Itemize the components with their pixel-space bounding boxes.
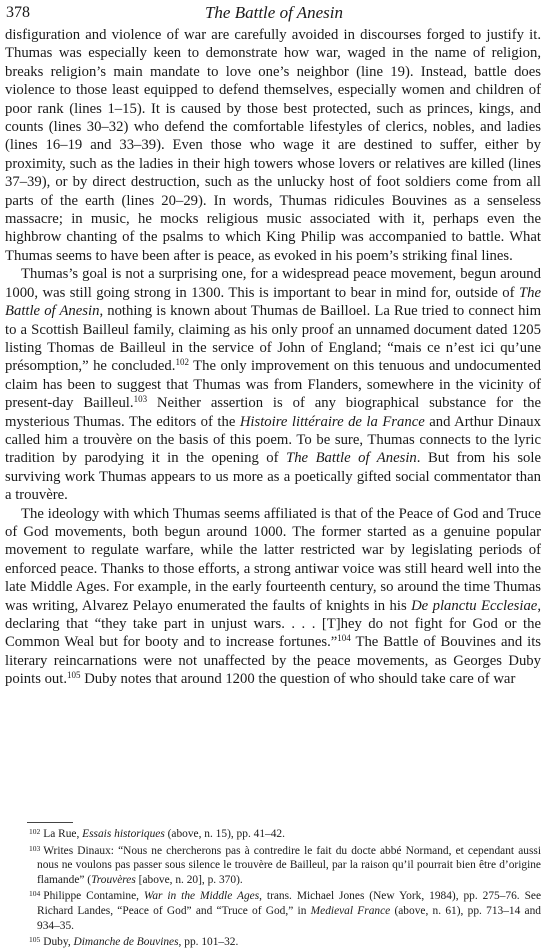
italic-title: De planctu Ecclesiae [411, 597, 538, 614]
page-number: 378 [6, 4, 30, 21]
page-header [6, 3, 542, 23]
italic-title: The Battle of Anesin [286, 450, 417, 467]
italic-title: Trouvères [91, 873, 136, 886]
footnotes [5, 825, 541, 950]
text-span: Writes Dinaux: “Nous ne chercherons pas à contredire le fait du docte abbé Normand, et cependant aussi nous ne voulons pas passer sous silence le trouvère de Bailleul, par la raison qu’il pourrait bien être d’origine flamande” ( [37, 844, 541, 886]
text-span: Neither assertion is of any biographical substance for the mysterious Thumas. The editors of the [5, 395, 541, 430]
footnote-104 [5, 887, 541, 933]
text-span: [above, n. 20], p. 370). [135, 873, 243, 886]
footnote-number: 102 [29, 827, 41, 836]
text-span: Thumas’s goal is not a surprising one, for a widespread peace movement, begun around 1000, was still going strong in 1300. This is important to bear in mind for, outside of [5, 266, 541, 301]
footnote-rule [27, 822, 73, 823]
text-span: (above, n. 15), pp. 41–42. [164, 828, 285, 840]
running-title: The Battle of Anesin [204, 3, 344, 22]
text-span: Duby, [43, 936, 74, 949]
text-span: , declaring that “they take part in unjust wars. . . . [T]hey do not fight for God or the Common Weal but for booty and to increase fortunes.” [5, 597, 541, 651]
text-span: , trans. Michael Jones (New York, 1984), pp. 275–76. See Richard Landes, “Peace of God” and “Truce of God,” in [37, 890, 542, 917]
footnote-number: 105 [29, 935, 41, 945]
paragraph-3 [5, 505, 541, 689]
text-span: The Battle of Bouvines and its literary reincarnations were not unaffected by the peace movements, as Georges Duby points out. [5, 634, 541, 688]
text-span: Duby notes that around 1200 the question of who should take care of war [80, 671, 516, 688]
footnote-ref-105[interactable]: 105 [67, 670, 81, 681]
italic-title: Dimanche de Bouvines [73, 936, 179, 949]
text-span: (above, n. 61), pp. 713–14 and 934–35. [37, 904, 542, 932]
paragraph-2 [5, 265, 541, 504]
footnote-ref-103[interactable]: 103 [133, 394, 148, 405]
paragraph-1: disfiguration and violence of war are carefully avoided in discourses forged to justify it. Thumas was especially keen to demonstrate how war, waged in the name of religion, breaks religion’s main mandate to love one’s neighbor (line 19). Instead, battle does violence to those least equipped to defend themselves, especially women and children of poor rank (lines 1–15). It is caused by those best protected, such as princes, kings, and counts (lines 30–32) who defend the comfortable lifestyles of clerics, nobles, and ladies (lines 16–19 and 33–39). Even those who wage it are destined to suffer, either by proximity, such as the ladies in their high towers whose lovers or relatives are killed (lines 37–39), or by direct destruction, such as the unlucky host of foot soldiers come from all parts of the earth (lines 20–29). In words, Thumas ridicules Bouvines as a senseless massacre; in music, he mocks religious music associated with it, perhaps even the highbrow chanting of the psalms to which King Philip was accompanied to battle. What Thumas seems to have been after is peace, as evoked in his poem’s striking final lines. [5, 27, 541, 264]
body-text [5, 26, 541, 689]
text-span: The ideology with which Thumas seems affiliated is that of the Peace of God and Truce of God movements, both begun around 1000. The former started as a genuine popular movement to regulate warfare, while the latter restricted war by legislating periods of enforced peace. Thanks to those efforts, a strong antiwar voice was still heard well into the late Middle Ages. For example, in the early fourteenth century, so around the time Thumas was writing, Alvarez Pelayo enumerated the faults of knights in his [5, 505, 541, 614]
footnote-103 [5, 842, 541, 888]
text-span: La Rue, [43, 828, 83, 840]
footnote-105 [5, 933, 541, 950]
italic-title: War in the Middle Ages [143, 890, 260, 903]
footnote-ref-104[interactable]: 104 [337, 633, 351, 644]
italic-title: The Battle of Anesin [5, 284, 541, 320]
text-span: , pp. 101–32. [178, 936, 239, 949]
footnote-102 [5, 825, 541, 842]
text-span: and Arthur Dinaux called him a trouvère on the basis of this poem. To be sure, Thumas connects to the lyric tradition by parodying it in the opening of [5, 413, 541, 467]
footnote-number: 103 [29, 843, 41, 853]
text-span: . But from his sole surviving work Thumas appears to us more as a poetically gifted social commentator than a trouvère. [5, 450, 541, 504]
text-span: , nothing is known about Thumas de Bailloel. La Rue tried to connect him to a Scottish Bailleul family, claiming as his only proof an unnamed document dated 1205 listing Thomas de Bailleul in the service of John of England; “mais ce n’est ici qu’une présomption,” he concluded. [5, 303, 541, 375]
footnote-number: 104 [29, 889, 41, 899]
text-span: Philippe Contamine, [43, 890, 144, 903]
italic-title: Medieval France [310, 904, 391, 917]
italic-title: Essais historiques [82, 828, 165, 840]
text-span: The only improvement on this tenuous and undocumented claim has been to suggest that Thumas was from Flanders, somewhere in the vicinity of present-day Bailleul. [5, 358, 541, 412]
italic-title: Histoire littéraire de la France [239, 413, 425, 430]
footnote-ref-102[interactable]: 102 [175, 357, 189, 368]
